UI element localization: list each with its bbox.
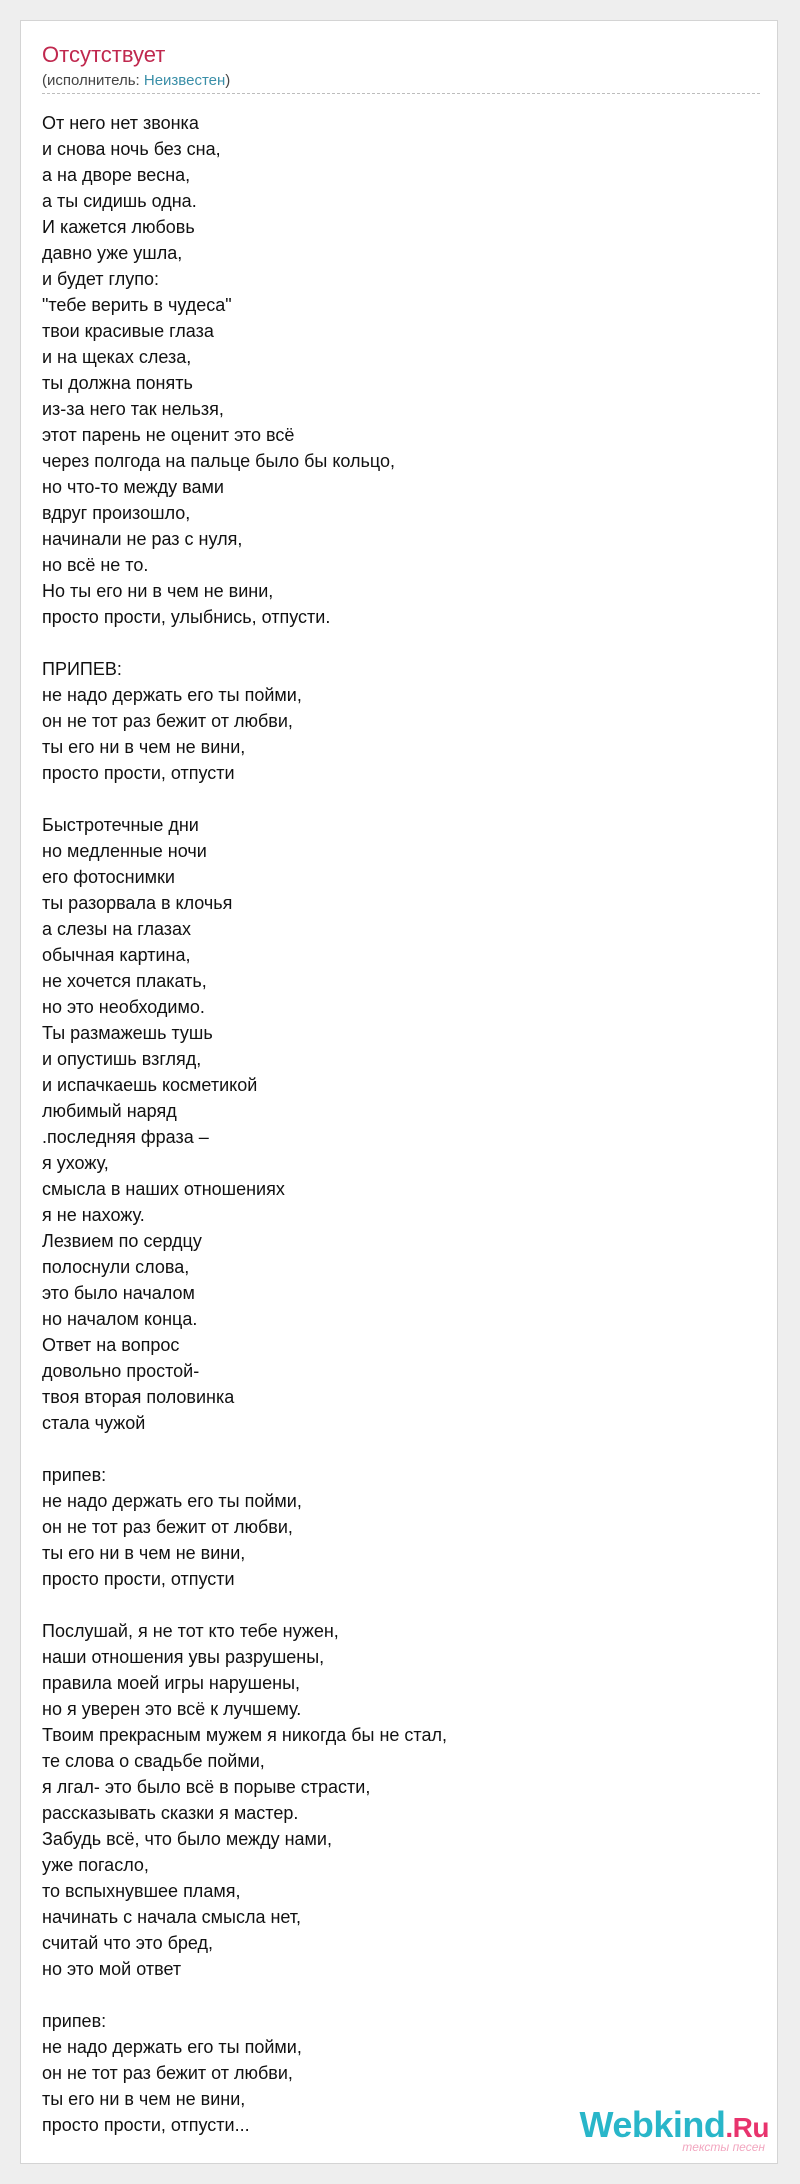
lyric-line: но всё не то. [42,555,149,575]
lyric-line: то вспыхнувшее пламя, [42,1881,241,1901]
lyric-line: я не нахожу. [42,1205,145,1225]
lyrics-text [42,110,742,2138]
lyric-line: это было началом [42,1283,195,1303]
lyric-line: Лезвием по сердцу [42,1231,202,1251]
lyric-line: но это мой ответ [42,1959,182,1979]
lyric-line: ПРИПЕВ: [42,659,122,679]
logo-tld: .Ru [725,2112,769,2143]
lyric-line: твоя вторая половинка [42,1387,235,1407]
lyric-line: ты его ни в чем не вини, [42,737,246,757]
lyric-line: Но ты его ни в чем не вини, [42,581,274,601]
lyric-line: просто прости, отпусти [42,1569,235,1589]
lyric-line: смысла в наших отношениях [42,1179,285,1199]
lyric-line: те слова о свадьбе пойми, [42,1751,265,1771]
lyric-line: стала чужой [42,1413,146,1433]
lyric-line: обычная картина, [42,945,191,965]
lyric-line: Ответ на вопрос [42,1335,180,1355]
lyric-line: но что-то между вами [42,477,224,497]
lyric-line: Твоим прекрасным мужем я никогда бы не стал, [42,1725,447,1745]
lyrics-card [20,20,778,2164]
lyric-line: просто прости, улыбнись, отпусти. [42,607,331,627]
lyric-line: и снова ночь без сна, [42,139,221,159]
logo-name: Webkind [579,2104,726,2145]
stanza-break [42,1436,742,1462]
lyric-line: не надо держать его ты пойми, [42,685,302,705]
lyric-line: но медленные ночи [42,841,207,861]
lyric-line: припев: [42,1465,107,1485]
lyric-line: я лгал- это было всё в порыве страсти, [42,1777,371,1797]
artist-prefix: (исполнитель: [42,72,144,89]
lyric-line: ты его ни в чем не вини, [42,2089,246,2109]
lyric-line: и испачкаешь косметикой [42,1075,258,1095]
lyric-line: не хочется плакать, [42,971,207,991]
lyric-line: твои красивые глаза [42,321,214,341]
lyric-line: Ты размажешь тушь [42,1023,213,1043]
lyric-line: уже погасло, [42,1855,149,1875]
lyric-line: наши отношения увы разрушены, [42,1647,325,1667]
lyric-line: давно уже ушла, [42,243,183,263]
lyric-line: И кажется любовь [42,217,195,237]
lyric-line: считай что это бред, [42,1933,214,1953]
lyric-line: я ухожу, [42,1153,109,1173]
lyric-line: но началом конца. [42,1309,198,1329]
title-divider [42,93,760,94]
lyric-line: От него нет звонка [42,113,199,133]
lyric-line: но я уверен это всё к лучшему. [42,1699,302,1719]
lyric-line: ты должна понять [42,373,193,393]
lyric-line: полоснули слова, [42,1257,190,1277]
lyric-line: просто прости, отпусти [42,763,235,783]
lyric-line: и опустишь взгляд, [42,1049,202,1069]
lyric-line: ты разорвала в клочья [42,893,233,913]
lyric-line: и на щеках слеза, [42,347,192,367]
lyric-line: начинать с начала смысла нет, [42,1907,302,1927]
artist-link[interactable]: Неизвестен [143,72,226,89]
lyric-line: его фотоснимки [42,867,175,887]
lyric-line: а слезы на глазах [42,919,192,939]
stanza-break [42,630,742,656]
lyric-line: он не тот раз бежит от любви, [42,711,293,731]
logo-tagline: тексты песен [682,2140,765,2154]
lyric-line: припев: [42,2011,107,2031]
lyric-line: довольно простой- [42,1361,200,1381]
song-title: Отсутствует [42,42,166,67]
artist-line [42,72,230,90]
lyric-line: Быстротечные дни [42,815,199,835]
stanza-break [42,1592,742,1618]
webkind-logo[interactable] [569,2105,769,2153]
lyric-line: не надо держать его ты пойми, [42,1491,302,1511]
lyric-line: и будет глупо: [42,269,159,289]
lyric-line: правила моей игры нарушены, [42,1673,301,1693]
lyric-line: рассказывать сказки я мастер. [42,1803,299,1823]
stanza-break [42,786,742,812]
lyric-line: Забудь всё, что было между нами, [42,1829,332,1849]
lyric-line: но это необходимо. [42,997,205,1017]
lyric-line: через полгода на пальце было бы кольцо, [42,451,396,471]
lyric-line: он не тот раз бежит от любви, [42,2063,293,2083]
lyric-line: Послушай, я не тот кто тебе нужен, [42,1621,339,1641]
lyric-line: он не тот раз бежит от любви, [42,1517,293,1537]
lyric-line: ты его ни в чем не вини, [42,1543,246,1563]
lyric-line: любимый наряд [42,1101,177,1121]
lyric-line: из-за него так нельзя, [42,399,224,419]
lyric-line: начинали не раз с нуля, [42,529,243,549]
stanza-break [42,1982,742,2008]
lyric-line: не надо держать его ты пойми, [42,2037,302,2057]
lyric-line: .последняя фраза – [42,1127,209,1147]
artist-suffix: ) [225,72,231,89]
lyric-line: а ты сидишь одна. [42,191,197,211]
lyric-line: этот парень не оценит это всё [42,425,295,445]
lyric-line: вдруг произошло, [42,503,191,523]
lyric-line: "тебе верить в чудеса" [42,295,232,315]
lyric-line: просто прости, отпусти... [42,2115,250,2135]
lyric-line: а на дворе весна, [42,165,191,185]
